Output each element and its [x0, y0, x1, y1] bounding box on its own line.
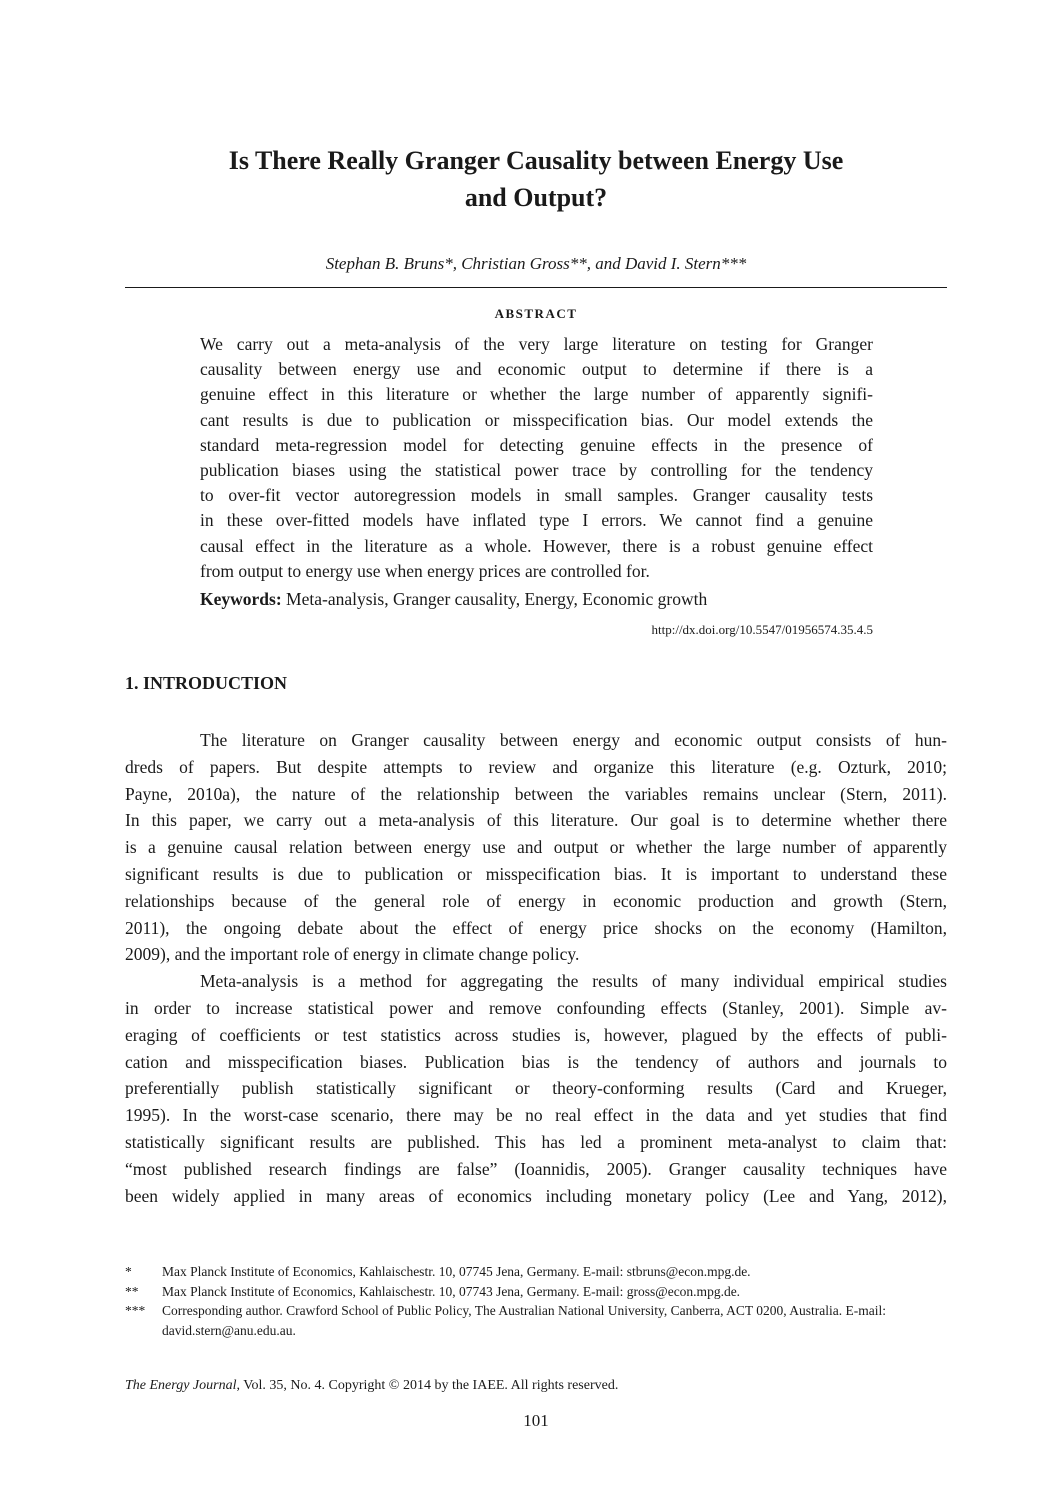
- abstract-line: to over-fit vector autoregression models in small samples. Granger causality tests: [200, 485, 873, 506]
- abstract-line: causality between energy use and economic output to determine if there is a: [200, 359, 873, 380]
- footnote-mark: **: [125, 1283, 139, 1299]
- footnote-text: Corresponding author. Crawford School of Public Policy, The Australian National University, Canberra, ACT 0200, Australia. E-mail: david.stern@anu.edu.au.: [162, 1303, 887, 1338]
- abstract-line: causal effect in the literature as a whole. However, there is a robust genuine effect: [200, 535, 873, 556]
- section-body: [125, 727, 947, 1209]
- author-list: Stephan B. Bruns*, Christian Gross**, and David I. Stern***: [325, 254, 747, 273]
- body-line: 2011), the ongoing debate about the effect of energy price shocks on the economy (Hamilton,: [125, 917, 947, 938]
- abstract-body: [200, 332, 873, 584]
- title-line: Is There Really Granger Causality between Energy Use: [228, 146, 844, 175]
- body-line: statistically significant results are published. This has led a prominent meta-analyst to claim that:: [125, 1131, 947, 1152]
- body-line: The literature on Granger causality between energy and economic output consists of hun-: [200, 730, 947, 750]
- keywords-list: Meta-analysis, Granger causality, Energy, Economic growth: [286, 589, 708, 609]
- title-line: and Output?: [464, 183, 608, 212]
- body-line: In this paper, we carry out a meta-analysis of this literature. Our goal is to determine whether there: [125, 810, 947, 831]
- body-line: Meta-analysis is a method for aggregating the results of many individual empirical studies: [200, 971, 947, 992]
- body-line: is a genuine causal relation between energy use and output or whether the large number of apparently: [125, 837, 947, 858]
- body-line: preferentially publish statistically significant or theory-conforming results (Card and Krueger,: [125, 1078, 947, 1099]
- abstract-line: in these over-fitted models have inflated type I errors. We cannot find a genuine: [200, 510, 873, 531]
- title-divider: [125, 287, 947, 288]
- body-line: “most published research findings are false” (Ioannidis, 2005). Granger causality techniques have: [125, 1158, 947, 1179]
- footnote-text: Max Planck Institute of Economics, Kahlaischestr. 10, 07745 Jena, Germany. E-mail: stbruns@econ.mpg.de.: [162, 1264, 751, 1279]
- body-line: Payne, 2010a), the nature of the relationship between the variables remains unclear (Stern, 2011).: [125, 783, 947, 804]
- footnote: [125, 1301, 947, 1340]
- abstract-line: cant results is due to publication or misspecification bias. Our model extends the: [200, 409, 873, 430]
- page-number: 101: [523, 1411, 549, 1430]
- section-heading: 1. INTRODUCTION: [125, 673, 288, 693]
- doi-link[interactable]: http://dx.doi.org/10.5547/01956574.35.4.5: [651, 622, 873, 637]
- body-line: in order to increase statistical power and remove confounding effects (Stanley, 2001). Simple av-: [125, 997, 947, 1018]
- abstract-line: publication biases using the statistical power trace by controlling for the tendency: [200, 460, 873, 481]
- footnote-mark: ***: [125, 1303, 146, 1318]
- body-line: cation and misspecification biases. Publication bias is the tendency of authors and journals to: [125, 1051, 947, 1072]
- footnote-text: Max Planck Institute of Economics, Kahlaischestr. 10, 07743 Jena, Germany. E-mail: gross@econ.mpg.de.: [162, 1283, 741, 1299]
- paper-title: [125, 142, 947, 216]
- body-line: significant results is due to publication or misspecification bias. It is important to understand these: [125, 863, 947, 884]
- body-line: 1995). In the worst-case scenario, there may be no real effect in the data and yet studies that find: [125, 1105, 947, 1126]
- keywords-label: Keywords:: [200, 589, 282, 609]
- abstract-line: standard meta-regression model for detecting genuine effects in the presence of: [200, 434, 873, 455]
- abstract-line: genuine effect in this literature or whether the large number of apparently signifi-: [200, 384, 873, 405]
- body-line: eraging of coefficients or test statistics across studies is, however, plagued by the effects of publi-: [125, 1024, 947, 1045]
- footnotes: [125, 1262, 947, 1340]
- journal-details: , Vol. 35, No. 4. Copyright © 2014 by the IAEE. All rights reserved.: [236, 1378, 619, 1393]
- footnote: [125, 1262, 947, 1282]
- keywords: [200, 587, 873, 611]
- footnote: [125, 1282, 947, 1302]
- body-line: 2009), and the important role of energy in climate change policy.: [125, 944, 580, 965]
- footnote-mark: *: [125, 1264, 132, 1279]
- journal-citation: [125, 1376, 947, 1396]
- body-line: been widely applied in many areas of economics including monetary policy (Lee and Yang, 2012),: [125, 1185, 947, 1206]
- body-line: relationships because of the general role of energy in economic production and growth (Stern,: [125, 890, 947, 911]
- journal-name: The Energy Journal: [125, 1378, 237, 1393]
- abstract-line: We carry out a meta-analysis of the very large literature on testing for Granger: [200, 334, 873, 354]
- body-line: dreds of papers. But despite attempts to review and organize this literature (e.g. Ozturk, 2010;: [125, 756, 947, 777]
- abstract-heading: ABSTRACT: [494, 306, 578, 321]
- abstract-line: from output to energy use when energy prices are controlled for.: [200, 560, 650, 581]
